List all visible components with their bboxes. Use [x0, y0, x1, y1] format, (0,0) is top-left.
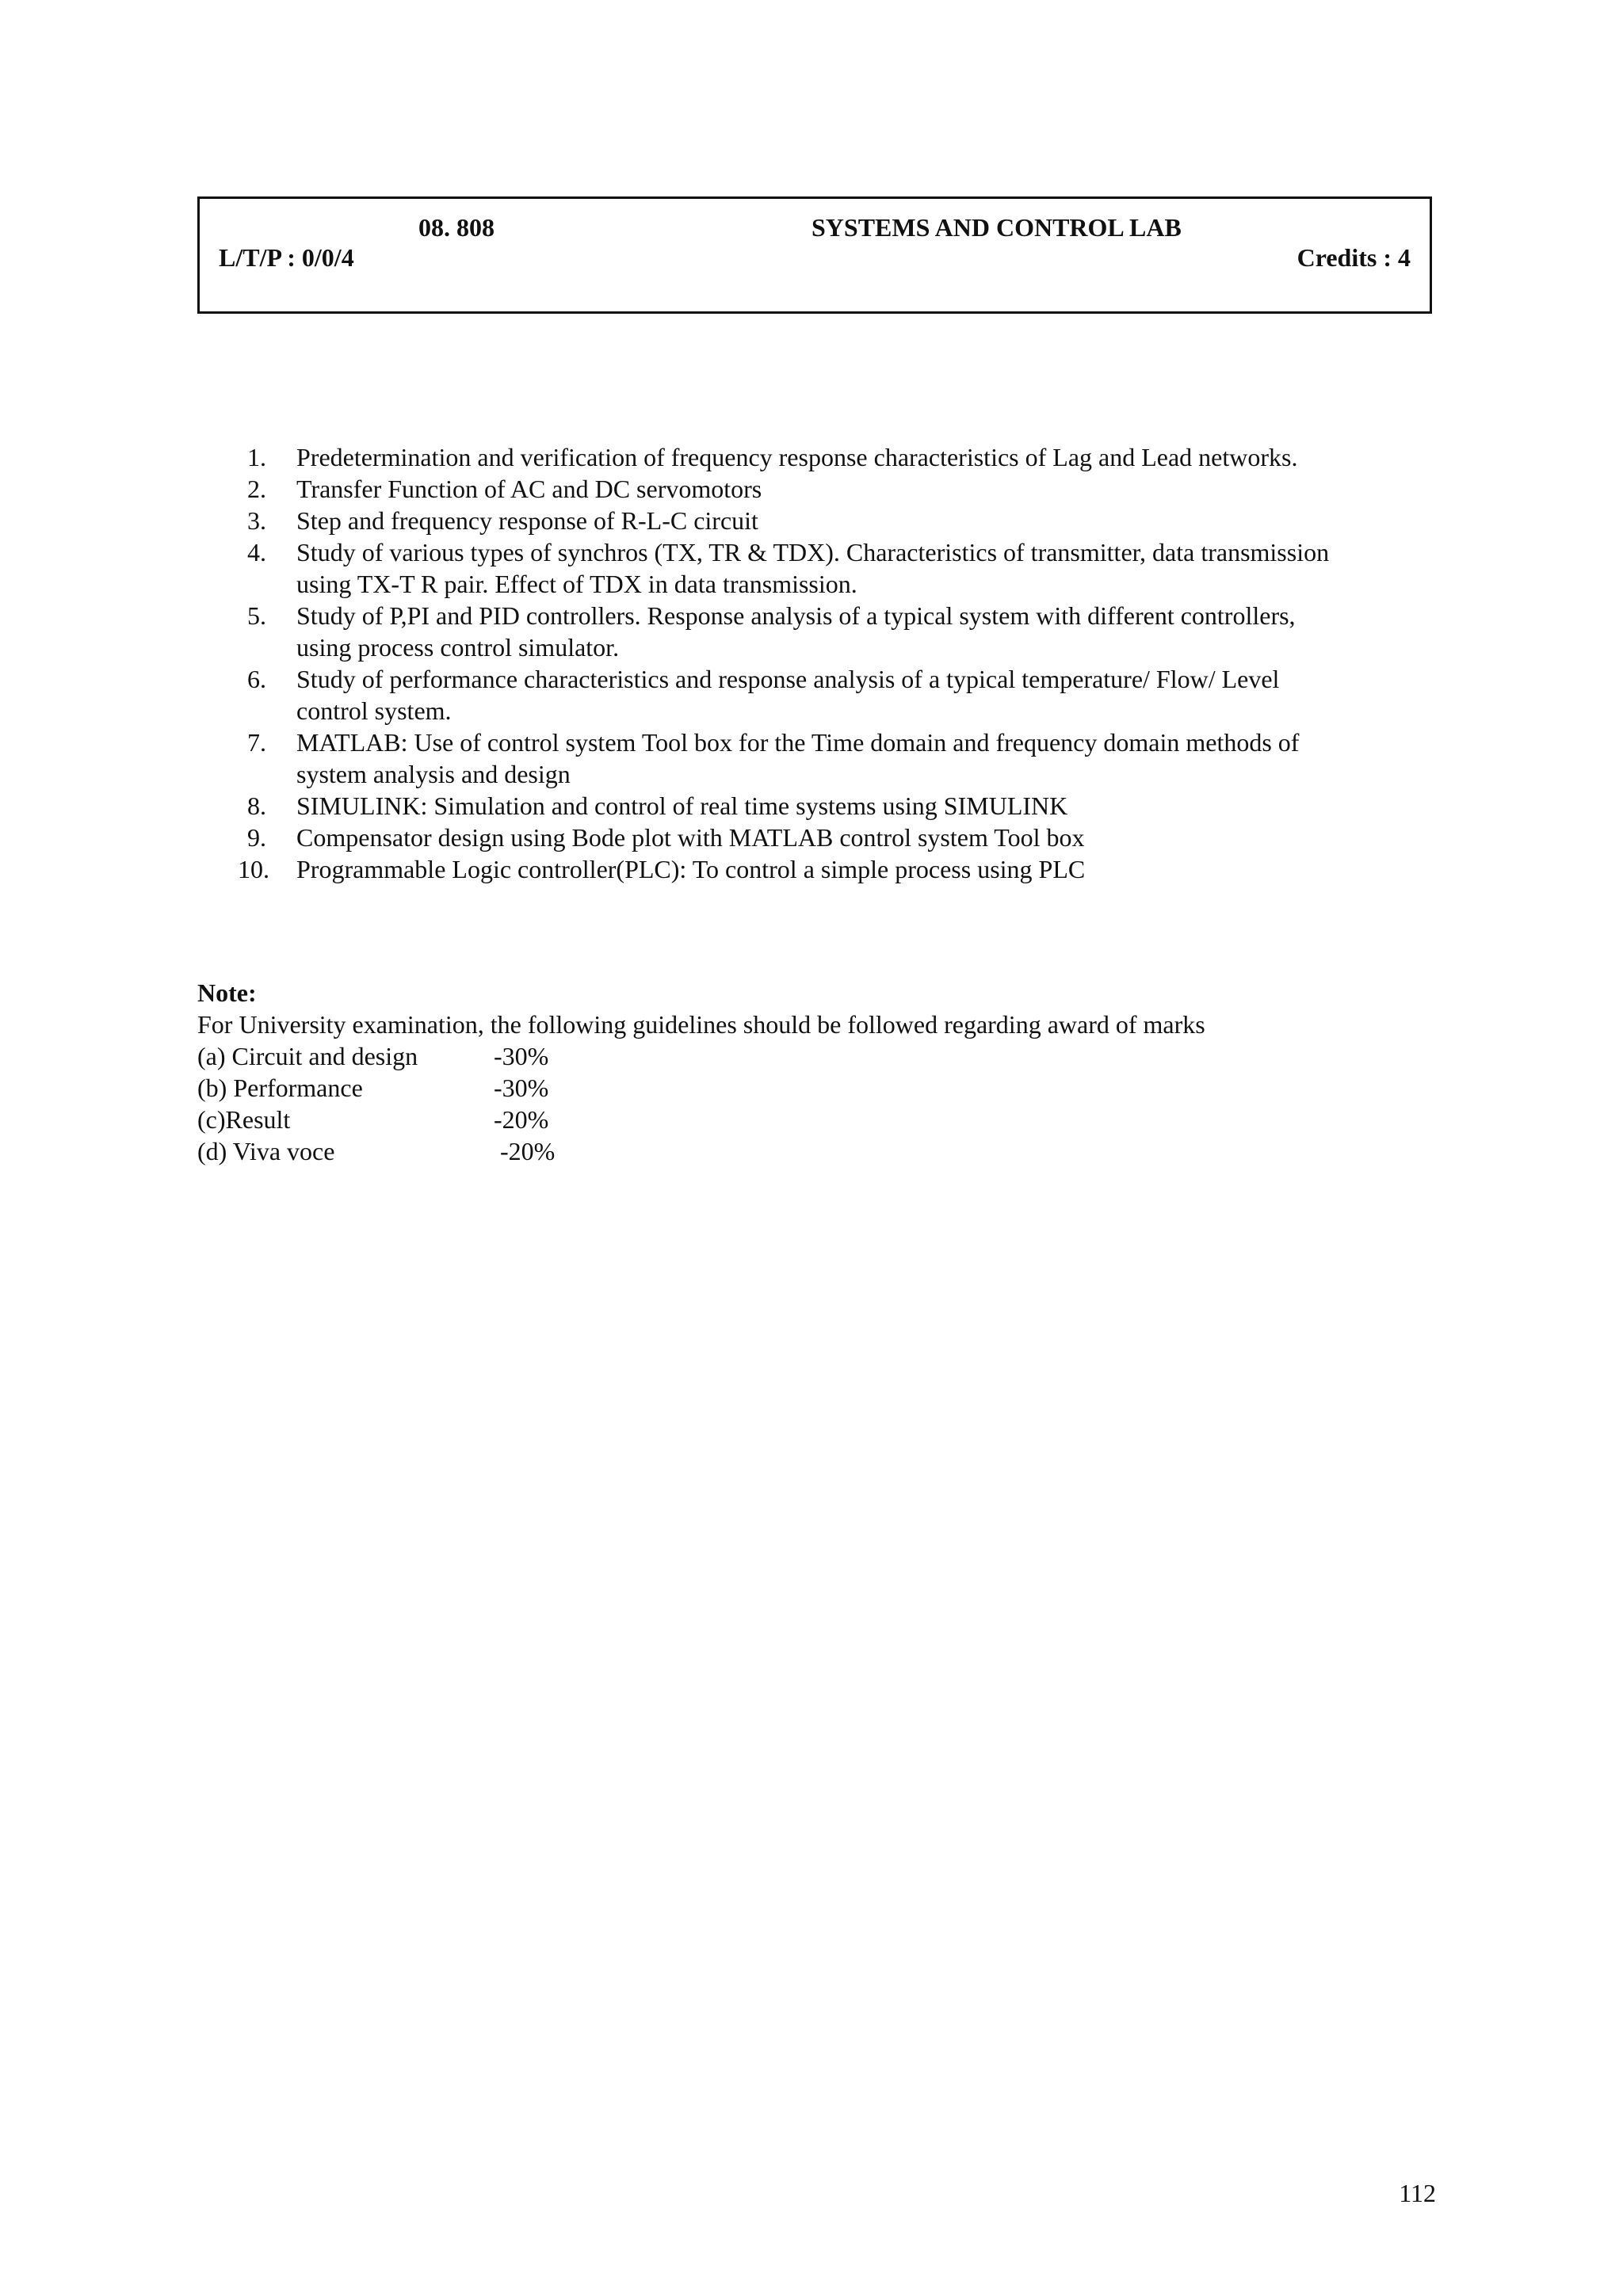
- experiment-text-line: Study of P,PI and PID controllers. Response analysis of a typical system with different controllers,: [296, 601, 1296, 630]
- experiment-text-line: Compensator design using Bode plot with MATLAB control system Tool box: [296, 823, 1085, 852]
- experiment-item: [238, 663, 1442, 727]
- experiment-number: 3.: [247, 506, 266, 535]
- experiment-number: 5.: [247, 601, 266, 630]
- course-header-box: [197, 196, 1432, 314]
- marks-row: [197, 1104, 1465, 1135]
- note-section: [197, 977, 1465, 1167]
- ltp-label: L/T/P : 0/0/4: [219, 243, 354, 272]
- course-title: SYSTEMS AND CONTROL LAB: [812, 213, 1182, 242]
- experiment-text-line: Step and frequency response of R-L-C circuit: [296, 506, 758, 535]
- experiment-item: [238, 790, 1442, 822]
- experiment-text-line: Transfer Function of AC and DC servomotors: [296, 475, 762, 503]
- experiment-text-line: using TX-T R pair. Effect of TDX in data transmission.: [296, 570, 857, 598]
- experiment-text-line: system analysis and design: [296, 760, 571, 788]
- experiment-text-line: control system.: [296, 696, 452, 725]
- marks-item-label: (a) Circuit and design: [197, 1042, 418, 1070]
- marks-row: [197, 1072, 1465, 1104]
- experiment-item: [238, 505, 1442, 536]
- experiment-text-line: MATLAB: Use of control system Tool box for the Time domain and frequency domain methods of: [296, 728, 1300, 757]
- marks-item-label: (d) Viva voce: [197, 1137, 335, 1165]
- marks-item-label: (b) Performance: [197, 1074, 363, 1102]
- marks-percent: -20%: [494, 1105, 549, 1134]
- experiment-item: [238, 441, 1442, 473]
- experiment-number: 10.: [238, 855, 269, 883]
- experiment-text-line: Study of various types of synchros (TX, TR & TDX). Characteristics of transmitter, data transmission: [296, 538, 1330, 566]
- experiment-item: [238, 822, 1442, 853]
- marks-item-label: (c)Result: [197, 1105, 291, 1134]
- marks-percent: -30%: [494, 1042, 549, 1070]
- experiment-number: 9.: [247, 823, 266, 852]
- credits-label: Credits : 4: [1296, 243, 1411, 272]
- experiment-number: 2.: [247, 475, 266, 503]
- experiment-text-line: SIMULINK: Simulation and control of real time systems using SIMULINK: [296, 791, 1068, 820]
- marks-percent: -30%: [494, 1074, 549, 1102]
- experiment-number: 7.: [247, 728, 266, 757]
- experiment-text-line: Programmable Logic controller(PLC): To control a simple process using PLC: [296, 855, 1086, 883]
- experiment-number: 8.: [247, 791, 266, 820]
- note-intro: For University examination, the following guidelines should be followed regarding award of marks: [197, 1010, 1205, 1039]
- course-code: 08. 808: [418, 213, 495, 242]
- experiment-number: 1.: [247, 443, 266, 471]
- marks-row: [197, 1135, 1465, 1167]
- note-heading: Note:: [197, 978, 257, 1007]
- experiment-number: 4.: [247, 538, 266, 566]
- experiment-list: [238, 441, 1442, 885]
- page-number: 112: [1399, 2179, 1436, 2207]
- experiment-text-line: Study of performance characteristics and response analysis of a typical temperature/ Flow/ Level: [296, 665, 1280, 693]
- marks-row: [197, 1040, 1465, 1072]
- marks-percent: -20%: [494, 1137, 556, 1165]
- experiment-number: 6.: [247, 665, 266, 693]
- experiment-item: [238, 727, 1442, 790]
- experiment-text-line: using process control simulator.: [296, 633, 620, 662]
- experiment-item: [238, 600, 1442, 663]
- experiment-item: [238, 853, 1442, 885]
- experiment-text-line: Predetermination and verification of frequency response characteristics of Lag and Lead networks.: [296, 443, 1298, 471]
- experiment-item: [238, 536, 1442, 600]
- experiment-item: [238, 473, 1442, 505]
